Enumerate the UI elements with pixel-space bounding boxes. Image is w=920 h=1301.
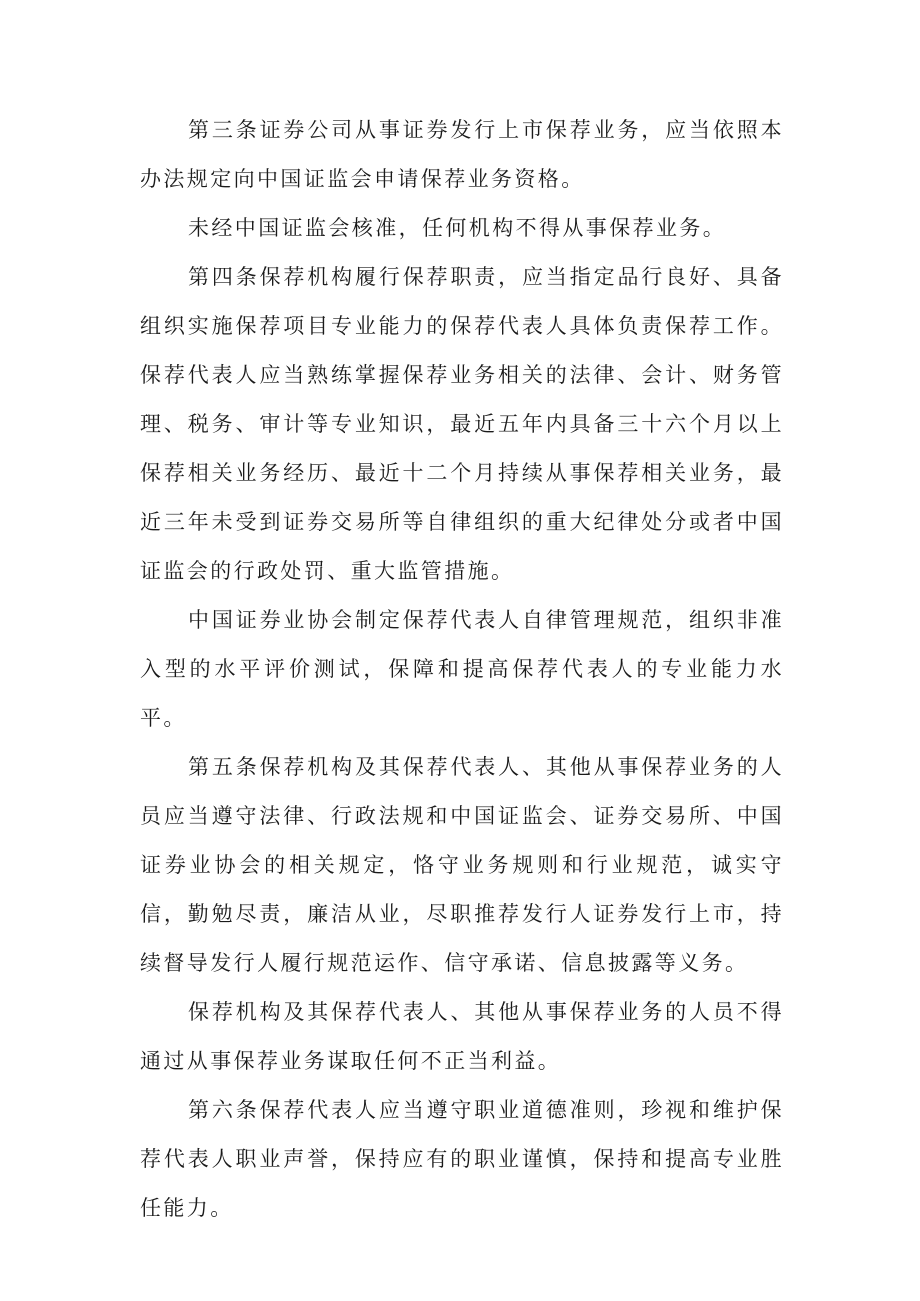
paragraph-article-5-clause-2: 保荐机构及其保荐代表人、其他从事保荐业务的人员不得通过从事保荐业务谋取任何不正当利益。 bbox=[140, 1000, 784, 1073]
paragraph-article-3: 第三条证券公司从事证券发行上市保荐业务，应当依照本办法规定向中国证监会申请保荐业务资格。 bbox=[140, 118, 784, 191]
paragraph-article-6: 第六条保荐代表人应当遵守职业道德准则，珍视和维护保荐代表人职业声誉，保持应有的职业谨慎，保持和提高专业胜任能力。 bbox=[140, 1098, 784, 1220]
paragraph-article-3-clause-2: 未经中国证监会核准，任何机构不得从事保荐业务。 bbox=[188, 216, 727, 240]
paragraph-article-4-clause-2: 中国证券业协会制定保荐代表人自律管理规范，组织非准入型的水平评价测试，保障和提高保荐代表人的专业能力水平。 bbox=[140, 608, 784, 730]
paragraph-article-5: 第五条保荐机构及其保荐代表人、其他从事保荐业务的人员应当遵守法律、行政法规和中国证监会、证券交易所、中国证券业协会的相关规定，恪守业务规则和行业规范，诚实守信，勤勉尽责，廉洁从业，尽职推荐发行人证券发行上市，持续督导发行人履行规范运作、信守承诺、信息披露等义务。 bbox=[140, 755, 784, 975]
document-body bbox=[140, 106, 784, 1233]
paragraph-article-4: 第四条保荐机构履行保荐职责，应当指定品行良好、具备组织实施保荐项目专业能力的保荐代表人具体负责保荐工作。保荐代表人应当熟练掌握保荐业务相关的法律、会计、财务管理、税务、审计等专业知识，最近五年内具备三十六个月以上保荐相关业务经历、最近十二个月持续从事保荐相关业务，最近三年未受到证券交易所等自律组织的重大纪律处分或者中国证监会的行政处罚、重大监管措施。 bbox=[140, 265, 784, 583]
